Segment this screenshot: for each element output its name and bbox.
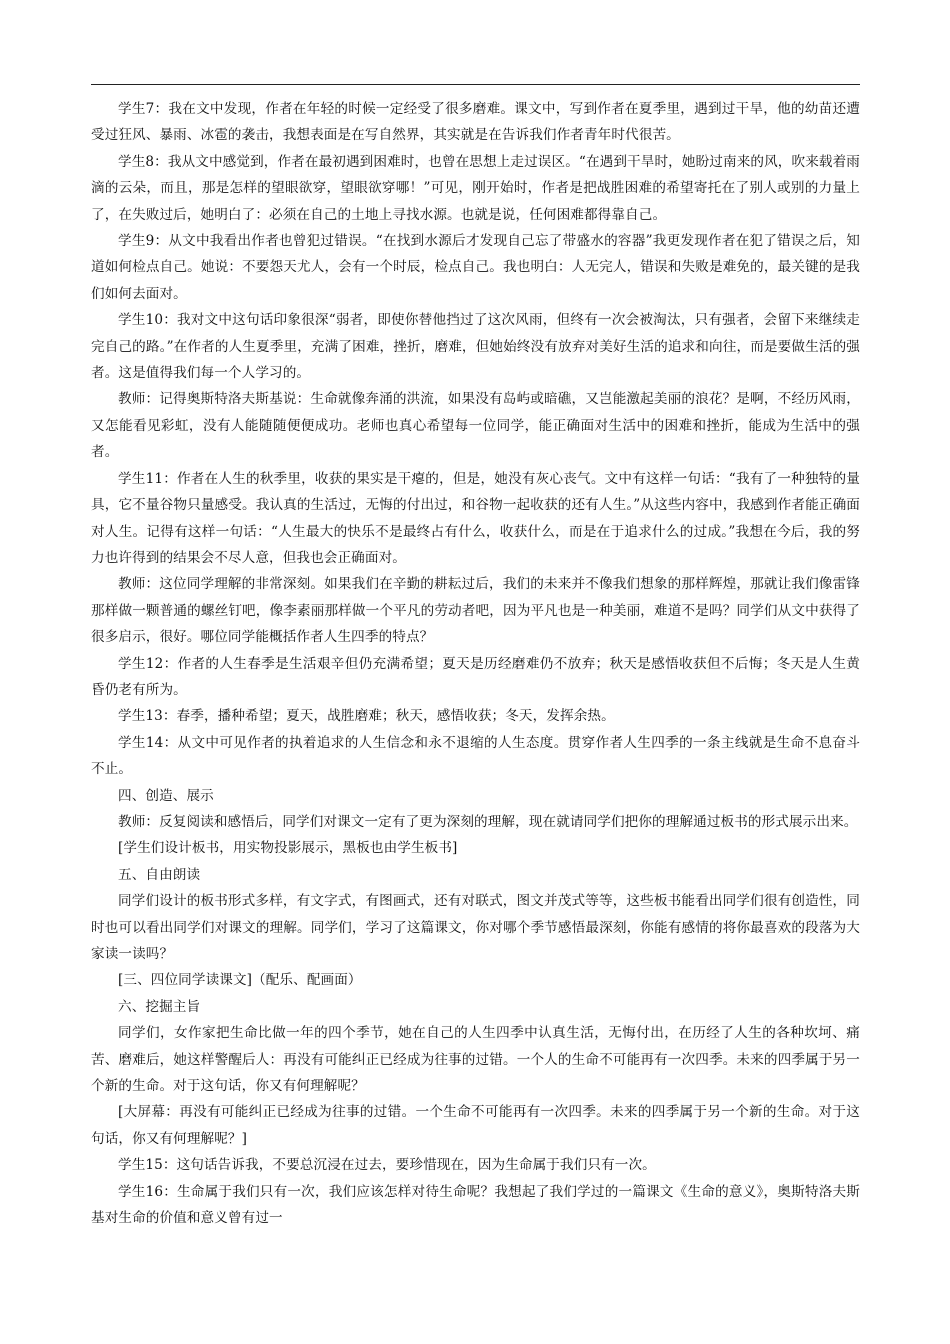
paragraph-teacher-3: 教师：反复阅读和感悟后，同学们对课文一定有了更为深刻的理解，现在就请同学们把你的理解通过板书的形式展示出来。	[118, 813, 858, 830]
paragraph-board-design: 同学们设计的板书形式多样，有文字式，有图画式，还有对联式，图文并茂式等等，这些板书能看出同学们很有创造性，同时也可以看出同学们对课文的理解。同学们，学习了这篇课文，你对哪个季节感悟最深刻，你能有感情的将你最喜欢的段落为大家读一读吗？	[91, 893, 860, 962]
header-rule	[91, 84, 860, 85]
paragraph-student-12: 学生12：作者的人生春季是生活艰辛但仍充满希望；夏天是历经磨难仍不放弃；秋天是感悟收获但不后悔；冬天是人生黄昏仍老有所为。	[91, 655, 860, 698]
paragraph-theme: 同学们，女作家把生命比做一年的四个季节，她在自己的人生四季中认真生活，无悔付出，在历经了人生的各种坎坷、痛苦、磨难后，她这样警醒后人：再没有可能纠正已经成为往事的过错。一个人的生命不可能再有一次四季。未来的四季属于另一个新的生命。对于这句话，你又有何理解呢？	[91, 1025, 860, 1095]
paragraph-student-16: 学生16：生命属于我们只有一次，我们应该怎样对待生命呢？我想起了我们学过的一篇课文《生命的意义》，奥斯特洛夫斯基对生命的价值和意义曾有过一	[91, 1183, 860, 1227]
paragraph-screen-note: [大屏幕：再没有可能纠正已经成为往事的过错。一个生命不可能再有一次四季。未来的四季属于另一个新的生命。对于这句话，你又有何理解呢？]	[91, 1104, 860, 1147]
paragraph-student-11: 学生11：作者在人生的秋季里，收获的果实是干瘪的，但是，她没有灰心丧气。文中有这样一句话：“我有了一种独特的量具，它不量谷物只量感受。我认真的生活过，无悔的付出过，和谷物一起收获的还有人生。”从这些内容中，我感到作者能正确面对人生。记得有这样一句话：“人生最大的快乐不是最终占有什么，收获什么，而是在于追求什么的过成。”我想在今后，我的努力也许得到的结果会不尽人意，但我也会正确面对。	[91, 470, 860, 566]
paragraph-student-10: 学生10：我对文中这句话印象很深“弱者，即使你替他挡过了这次风雨，但终有一次会被淘汰，只有强者，会留下来继续走完自己的路。”在作者的人生夏季里，充满了困难，挫折，磨难，但她始终没有放弃对美好生活的追求和向往，而是要做生活的强者。这是值得我们每一个人学习的。	[91, 312, 860, 382]
paragraph-student-7: 学生7：我在文中发现，作者在年轻的时候一定经受了很多磨难。课文中，写到作者在夏季里，遇到过干旱，他的幼苗还遭受过狂风、暴雨、冰雹的袭击，我想表面是在写自然界，其实就是在告诉我们作者青年时代很苦。	[91, 101, 860, 144]
paragraph-student-8: 学生8：我从文中感觉到，作者在最初遇到困难时，也曾在思想上走过误区。“在遇到干旱时，她盼过南来的风，吹来载着雨滴的云朵，而且，那是怎样的望眼欲穿，望眼欲穿哪！”可见，刚开始时，作者是把战胜困难的希望寄托在了别人或别的力量上了，在失败过后，她明白了：必须在自己的土地上寻找水源。也就是说，任何困难都得靠自己。	[91, 153, 860, 223]
section-heading-6: 六、挖掘主旨	[118, 998, 201, 1015]
paragraph-note-2: [三、四位同学读课文]（配乐、配画面）	[118, 972, 362, 989]
section-heading-4: 四、创造、展示	[118, 787, 214, 804]
section-heading-5: 五、自由朗读	[118, 866, 201, 883]
paragraph-student-9: 学生9：从文中我看出作者也曾犯过错误。“在找到水源后才发现自己忘了带盛水的容器”我更发现作者在犯了错误之后，知道如何检点自己。她说：不要怨天尤人，会有一个时辰，检点自己。我也明白：人无完人，错误和失败是难免的，最关键的是我们如何去面对。	[91, 233, 860, 302]
paragraph-student-15: 学生15：这句话告诉我，不要总沉浸在过去，要珍惜现在，因为生命属于我们只有一次。	[118, 1157, 656, 1174]
paragraph-student-14: 学生14：从文中可见作者的执着追求的人生信念和永不退缩的人生态度。贯穿作者人生四季的一条主线就是生命不息奋斗不止。	[91, 734, 860, 778]
paragraph-student-13: 学生13：春季，播种希望；夏天，战胜磨难；秋天，感悟收获；冬天，发挥余热。	[118, 708, 615, 725]
paragraph-teacher-2: 教师：这位同学理解的非常深刻。如果我们在辛勤的耕耘过后，我们的未来并不像我们想象的那样辉煌，那就让我们像雷锋那样做一颗普通的螺丝钉吧，像李素丽那样做一个平凡的劳动者吧，因为平凡也是一种美丽，难道不是吗？同学们从文中获得了很多启示，很好。哪位同学能概括作者人生四季的特点？	[91, 576, 860, 646]
document-body	[91, 96, 860, 1231]
paragraph-note-1: [学生们设计板书，用实物投影展示，黑板也由学生板书]	[118, 840, 458, 857]
paragraph-teacher-1: 教师：记得奥斯特洛夫斯基说：生命就像奔涌的洪流，如果没有岛屿或暗礁，又岂能激起美丽的浪花？是啊，不经历风雨，又怎能看见彩虹，没有人能随随便便成功。老师也真心希望每一位同学，能正确面对生活中的困难和挫折，能成为生活中的强者。	[91, 391, 860, 461]
